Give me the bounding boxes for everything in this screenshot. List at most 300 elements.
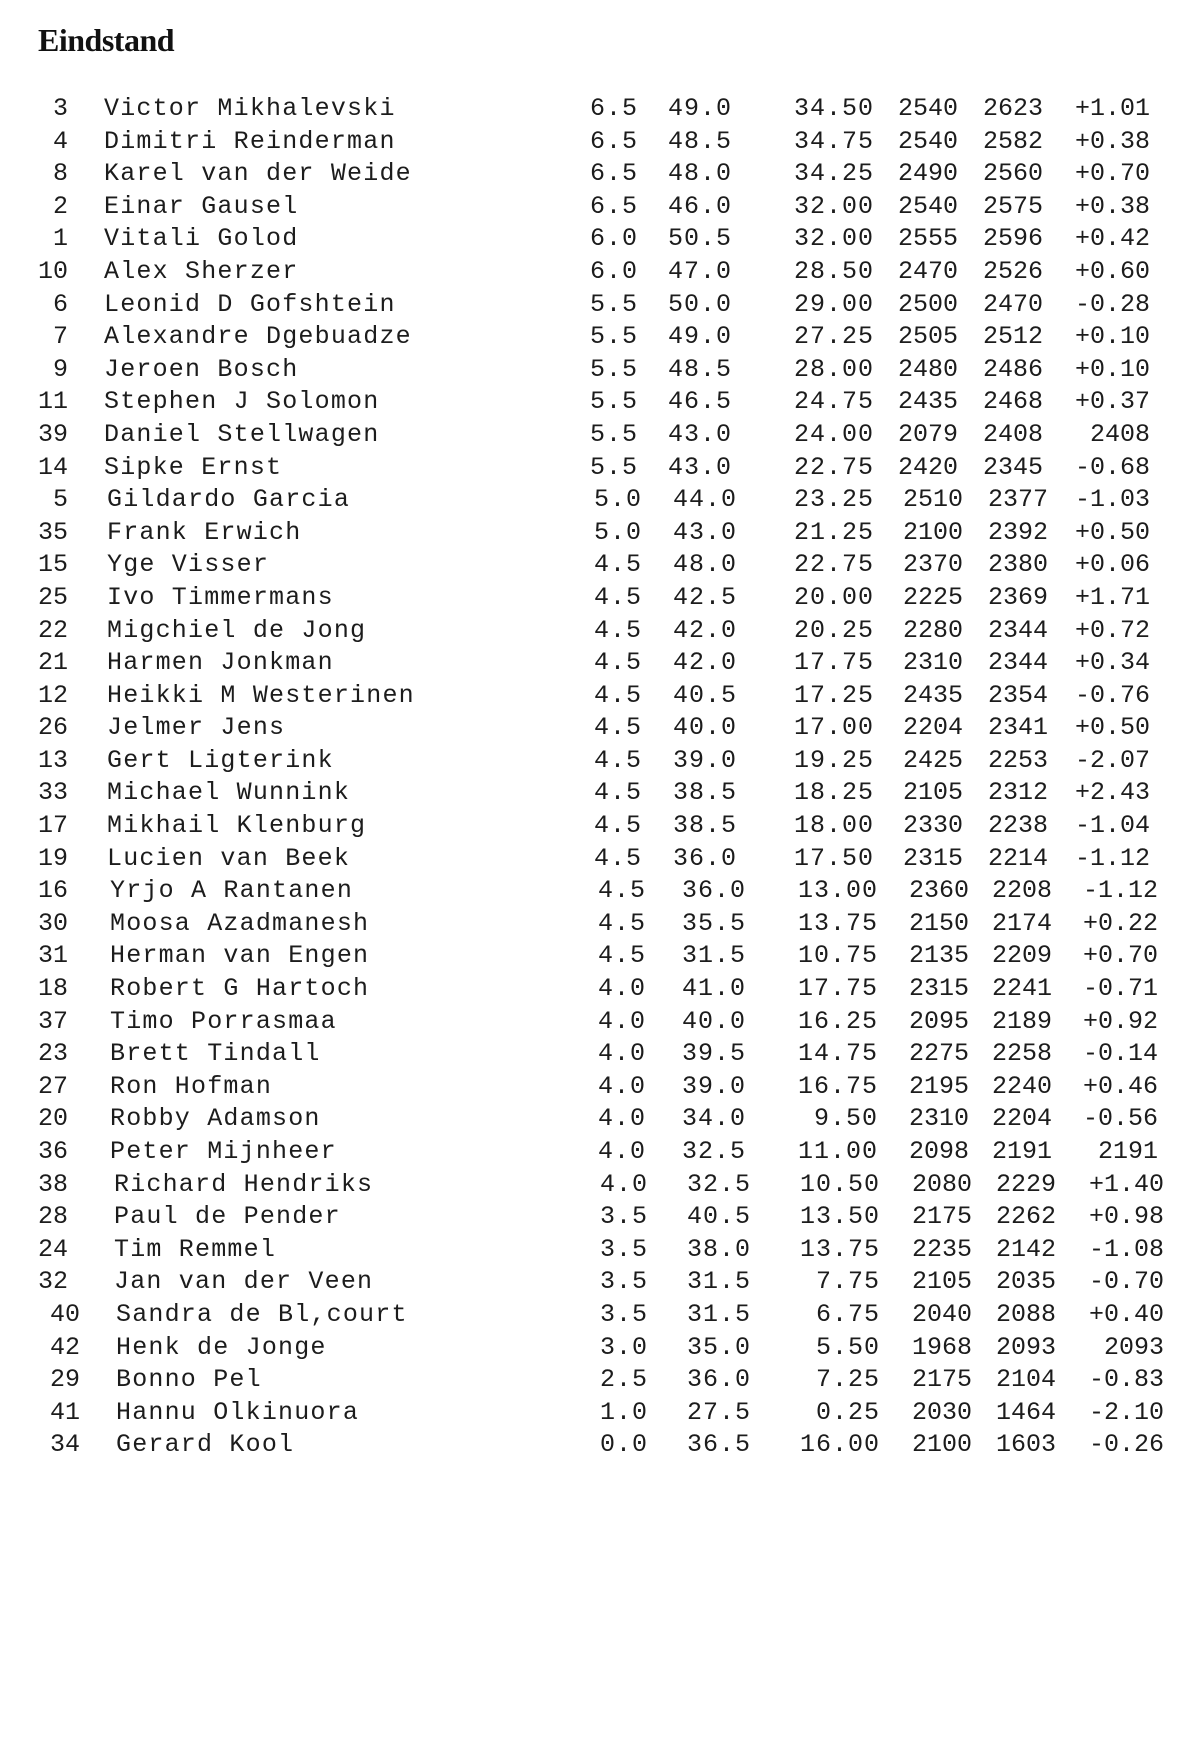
score: 3.5	[600, 1267, 649, 1297]
score: 4.0	[598, 1006, 647, 1036]
standings-row	[0, 1071, 1200, 1104]
rating-change: -1.12	[1082, 876, 1158, 906]
rating: 2150	[909, 908, 970, 938]
rating: 2275	[909, 1039, 970, 1069]
performance-rating: 2208	[992, 876, 1053, 906]
rating-change: -0.14	[1082, 1039, 1158, 1069]
rating-change: +1.40	[1088, 1169, 1164, 1199]
performance-rating: 2354	[988, 680, 1049, 710]
rating: 2204	[903, 713, 964, 743]
rating: 2080	[912, 1169, 973, 1199]
rating: 2105	[903, 778, 964, 808]
start-number: 28	[37, 1202, 68, 1232]
standings-row	[0, 777, 1200, 810]
player-name: Tim Remmel	[114, 1234, 277, 1264]
sonneborn-berger: 34.25	[793, 159, 874, 189]
score: 3.5	[600, 1299, 649, 1329]
start-number: 39	[37, 419, 68, 449]
player-name: Migchiel de Jong	[107, 615, 367, 645]
player-name: Moosa Azadmanesh	[110, 908, 370, 938]
standings-row	[0, 1332, 1200, 1365]
standings-row	[0, 1299, 1200, 1332]
score: 4.5	[594, 778, 643, 808]
start-number: 40	[49, 1299, 80, 1329]
buchholz: 38.5	[673, 811, 738, 841]
standings-row	[0, 1266, 1200, 1299]
player-name: Vitali Golod	[104, 224, 299, 254]
start-number: 15	[37, 550, 68, 580]
sonneborn-berger: 10.50	[799, 1169, 880, 1199]
standings-row	[0, 549, 1200, 582]
player-name: Leonid D Gofshtein	[104, 289, 396, 319]
standings-row	[0, 386, 1200, 419]
rating-change: -2.10	[1088, 1397, 1164, 1427]
standings-row	[0, 1397, 1200, 1430]
score: 6.5	[590, 159, 639, 189]
performance-rating: 1464	[996, 1397, 1057, 1427]
performance-rating: 2623	[983, 94, 1044, 123]
player-name: Herman van Engen	[110, 941, 370, 971]
performance-rating: 2229	[996, 1169, 1057, 1199]
standings-row	[0, 745, 1200, 778]
score: 4.5	[594, 843, 643, 873]
start-number: 31	[37, 941, 68, 971]
rating-change: +0.40	[1088, 1299, 1164, 1329]
sonneborn-berger: 17.75	[793, 648, 874, 678]
rating: 2540	[898, 94, 959, 123]
start-number: 24	[37, 1234, 68, 1264]
sonneborn-berger: 13.00	[797, 876, 878, 906]
buchholz: 49.0	[668, 322, 733, 352]
performance-rating: 2191	[992, 1137, 1053, 1166]
standings-row	[0, 517, 1200, 550]
player-name: Lucien van Beek	[107, 843, 351, 873]
performance-rating: 2408	[983, 419, 1044, 449]
start-number: 21	[37, 648, 68, 678]
player-name: Paul de Pender	[114, 1202, 341, 1232]
player-name: Peter Mijnheer	[110, 1137, 337, 1166]
performance-rating: 2341	[988, 713, 1049, 743]
sonneborn-berger: 13.50	[799, 1202, 880, 1232]
rating-change: +0.38	[1074, 126, 1150, 156]
standings-row	[0, 158, 1200, 191]
rating-change: -0.70	[1088, 1267, 1164, 1297]
buchholz: 36.0	[682, 876, 747, 906]
performance-rating: 2344	[988, 615, 1049, 645]
rating-change: +0.10	[1074, 354, 1150, 384]
performance-rating: 2344	[988, 648, 1049, 678]
performance-rating: 2189	[992, 1006, 1053, 1036]
buchholz: 48.0	[673, 550, 738, 580]
start-number: 8	[52, 159, 68, 189]
rating-change: -0.28	[1074, 289, 1150, 319]
rating-change: +0.98	[1088, 1202, 1164, 1232]
score: 5.5	[590, 419, 639, 449]
score: 6.5	[590, 126, 639, 156]
buchholz: 46.0	[668, 191, 733, 221]
start-number: 7	[52, 322, 68, 352]
standings-row	[0, 1169, 1200, 1202]
score: 4.5	[594, 745, 643, 775]
player-name: Alex Sherzer	[104, 256, 299, 286]
rating: 2540	[898, 126, 959, 156]
standings-row	[0, 843, 1200, 876]
sonneborn-berger: 7.25	[815, 1365, 880, 1395]
buchholz: 44.0	[673, 485, 738, 515]
sonneborn-berger: 17.50	[793, 843, 874, 873]
start-number: 6	[52, 289, 68, 319]
sonneborn-berger: 16.00	[799, 1430, 880, 1460]
sonneborn-berger: 28.00	[793, 354, 874, 384]
performance-rating: 2345	[983, 452, 1044, 482]
rating-change: -0.26	[1088, 1430, 1164, 1460]
sonneborn-berger: 0.25	[815, 1397, 880, 1427]
rating-change: -0.71	[1082, 974, 1158, 1004]
buchholz: 31.5	[687, 1299, 752, 1329]
player-name: Karel van der Weide	[104, 159, 412, 189]
rating-change: +0.72	[1074, 615, 1150, 645]
rating-change: +0.10	[1074, 322, 1150, 352]
score: 0.0	[600, 1430, 649, 1460]
start-number: 25	[37, 582, 68, 612]
rating: 2175	[912, 1365, 973, 1395]
start-number: 10	[37, 256, 68, 286]
score: 4.5	[594, 615, 643, 645]
player-name: Ron Hofman	[110, 1071, 273, 1101]
sonneborn-berger: 20.00	[793, 582, 874, 612]
rating: 2505	[898, 322, 959, 352]
start-number: 11	[37, 387, 68, 417]
player-name: Alexandre Dgebuadze	[104, 322, 412, 352]
player-name: Frank Erwich	[107, 517, 302, 547]
sonneborn-berger: 28.50	[793, 256, 874, 286]
start-number: 20	[37, 1104, 68, 1134]
rating-change: 2093	[1103, 1332, 1164, 1362]
score: 1.0	[600, 1397, 649, 1427]
rating: 2095	[909, 1006, 970, 1036]
buchholz: 46.5	[668, 387, 733, 417]
player-name: Hannu Olkinuora	[116, 1397, 360, 1427]
buchholz: 43.0	[668, 419, 733, 449]
player-name: Gildardo Garcia	[107, 485, 351, 515]
rating: 2555	[898, 224, 959, 254]
buchholz: 47.0	[668, 256, 733, 286]
rating: 2225	[903, 582, 964, 612]
rating-change: -0.56	[1082, 1104, 1158, 1134]
buchholz: 32.5	[687, 1169, 752, 1199]
rating: 2310	[903, 648, 964, 678]
score: 5.5	[590, 322, 639, 352]
performance-rating: 2093	[996, 1332, 1057, 1362]
standings-row	[0, 354, 1200, 387]
buchholz: 42.0	[673, 648, 738, 678]
standings-row	[0, 647, 1200, 680]
performance-rating: 2377	[988, 485, 1049, 515]
performance-rating: 2470	[983, 289, 1044, 319]
buchholz: 38.0	[687, 1234, 752, 1264]
rating-change: +0.70	[1082, 941, 1158, 971]
score: 3.5	[600, 1202, 649, 1232]
sonneborn-berger: 21.25	[793, 517, 874, 547]
player-name: Timo Porrasmaa	[110, 1006, 337, 1036]
buchholz: 40.5	[673, 680, 738, 710]
rating: 2079	[898, 419, 959, 449]
rating-change: -1.04	[1074, 811, 1150, 841]
start-number: 37	[37, 1006, 68, 1036]
performance-rating: 2312	[988, 778, 1049, 808]
standings-table	[0, 93, 1200, 1462]
sonneborn-berger: 19.25	[793, 745, 874, 775]
rating: 2100	[903, 517, 964, 547]
rating-change: +0.42	[1074, 224, 1150, 254]
start-number: 38	[37, 1169, 68, 1199]
performance-rating: 2380	[988, 550, 1049, 580]
document-title: Eindstand	[38, 22, 175, 58]
player-name: Heikki M Westerinen	[107, 680, 415, 710]
standings-row	[0, 256, 1200, 289]
score: 4.0	[598, 1039, 647, 1069]
rating-change: 2408	[1089, 419, 1150, 449]
score: 6.5	[590, 191, 639, 221]
score: 4.0	[598, 1071, 647, 1101]
player-name: Daniel Stellwagen	[104, 419, 380, 449]
sonneborn-berger: 5.50	[815, 1332, 880, 1362]
sonneborn-berger: 34.75	[793, 126, 874, 156]
rating: 2100	[912, 1430, 973, 1460]
rating-change: -0.83	[1088, 1365, 1164, 1395]
standings-row	[0, 615, 1200, 648]
player-name: Gerard Kool	[116, 1430, 295, 1460]
rating: 2105	[912, 1267, 973, 1297]
rating-change: -1.12	[1074, 843, 1150, 873]
buchholz: 48.0	[668, 159, 733, 189]
score: 6.0	[590, 256, 639, 286]
score: 5.5	[590, 387, 639, 417]
rating-change: +0.46	[1082, 1071, 1158, 1101]
buchholz: 42.5	[673, 582, 738, 612]
score: 4.0	[598, 974, 647, 1004]
player-name: Sipke Ernst	[104, 452, 283, 482]
buchholz: 34.0	[682, 1104, 747, 1134]
score: 4.5	[598, 941, 647, 971]
player-name: Ivo Timmermans	[107, 582, 334, 612]
sonneborn-berger: 18.00	[793, 811, 874, 841]
performance-rating: 2088	[996, 1299, 1057, 1329]
sonneborn-berger: 6.75	[815, 1299, 880, 1329]
standings-row	[0, 191, 1200, 224]
rating-change: +0.22	[1082, 908, 1158, 938]
rating-change: +0.50	[1074, 517, 1150, 547]
sonneborn-berger: 34.50	[793, 94, 874, 123]
rating: 2098	[909, 1137, 970, 1166]
sonneborn-berger: 20.25	[793, 615, 874, 645]
player-name: Michael Wunnink	[107, 778, 351, 808]
rating: 2280	[903, 615, 964, 645]
standings-row	[0, 1136, 1200, 1169]
buchholz: 27.5	[687, 1397, 752, 1427]
score: 2.5	[600, 1365, 649, 1395]
buchholz: 36.5	[687, 1430, 752, 1460]
start-number: 36	[37, 1137, 68, 1166]
standings-row	[0, 1234, 1200, 1267]
standings-row	[0, 321, 1200, 354]
standings-row	[0, 223, 1200, 256]
sonneborn-berger: 22.75	[793, 550, 874, 580]
sonneborn-berger: 27.25	[793, 322, 874, 352]
player-name: Richard Hendriks	[114, 1169, 374, 1199]
start-number: 33	[37, 778, 68, 808]
start-number: 5	[52, 485, 68, 515]
performance-rating: 2582	[983, 126, 1044, 156]
performance-rating: 2174	[992, 908, 1053, 938]
buchholz: 40.0	[673, 713, 738, 743]
rating-change: +0.60	[1074, 256, 1150, 286]
rating: 2030	[912, 1397, 973, 1427]
rating: 2510	[903, 485, 964, 515]
rating: 2435	[903, 680, 964, 710]
performance-rating: 2468	[983, 387, 1044, 417]
sonneborn-berger: 10.75	[797, 941, 878, 971]
player-name: Mikhail Klenburg	[107, 811, 367, 841]
standings-row	[0, 452, 1200, 485]
player-name: Stephen J Solomon	[104, 387, 380, 417]
performance-rating: 2240	[992, 1071, 1053, 1101]
rating-change: +1.01	[1074, 94, 1150, 123]
start-number: 1	[52, 224, 68, 254]
score: 3.5	[600, 1234, 649, 1264]
performance-rating: 2253	[988, 745, 1049, 775]
player-name: Yge Visser	[107, 550, 270, 580]
player-name: Gert Ligterink	[107, 745, 334, 775]
buchholz: 32.5	[682, 1137, 747, 1166]
buchholz: 43.0	[673, 517, 738, 547]
start-number: 19	[37, 843, 68, 873]
standings-row	[0, 1038, 1200, 1071]
performance-rating: 2258	[992, 1039, 1053, 1069]
player-name: Victor Mikhalevski	[104, 94, 396, 123]
score: 4.5	[594, 550, 643, 580]
rating-change: -0.76	[1074, 680, 1150, 710]
performance-rating: 2369	[988, 582, 1049, 612]
rating-change: -1.08	[1088, 1234, 1164, 1264]
performance-rating: 2526	[983, 256, 1044, 286]
start-number: 17	[37, 811, 68, 841]
player-name: Robert G Hartoch	[110, 974, 370, 1004]
standings-row	[0, 1006, 1200, 1039]
buchholz: 43.0	[668, 452, 733, 482]
performance-rating: 2209	[992, 941, 1053, 971]
start-number: 13	[37, 745, 68, 775]
performance-rating: 2204	[992, 1104, 1053, 1134]
sonneborn-berger: 17.00	[793, 713, 874, 743]
buchholz: 39.5	[682, 1039, 747, 1069]
standings-row	[0, 940, 1200, 973]
buchholz: 35.0	[687, 1332, 752, 1362]
rating-change: +0.06	[1074, 550, 1150, 580]
rating: 2310	[909, 1104, 970, 1134]
sonneborn-berger: 32.00	[793, 191, 874, 221]
buchholz: 42.0	[673, 615, 738, 645]
rating: 2235	[912, 1234, 973, 1264]
standings-row	[0, 1364, 1200, 1397]
rating-change: +2.43	[1074, 778, 1150, 808]
performance-rating: 2596	[983, 224, 1044, 254]
sonneborn-berger: 13.75	[797, 908, 878, 938]
rating: 2330	[903, 811, 964, 841]
standings-row	[0, 1103, 1200, 1136]
start-number: 3	[52, 94, 68, 123]
rating-change: 2191	[1097, 1137, 1158, 1166]
rating: 2470	[898, 256, 959, 286]
score: 6.5	[590, 94, 639, 123]
buchholz: 40.0	[682, 1006, 747, 1036]
player-name: Sandra de Bl,court	[116, 1299, 408, 1329]
standings-row	[0, 419, 1200, 452]
score: 5.5	[590, 289, 639, 319]
score: 5.0	[594, 517, 643, 547]
buchholz: 49.0	[668, 94, 733, 123]
rating-change: -2.07	[1074, 745, 1150, 775]
start-number: 35	[37, 517, 68, 547]
performance-rating: 2560	[983, 159, 1044, 189]
start-number: 12	[37, 680, 68, 710]
standings-row	[0, 712, 1200, 745]
start-number: 16	[37, 876, 68, 906]
standings-row	[0, 680, 1200, 713]
standings-row	[0, 1201, 1200, 1234]
player-name: Dimitri Reinderman	[104, 126, 396, 156]
buchholz: 50.0	[668, 289, 733, 319]
performance-rating: 2142	[996, 1234, 1057, 1264]
player-name: Henk de Jonge	[116, 1332, 327, 1362]
rating-change: +0.70	[1074, 159, 1150, 189]
performance-rating: 2392	[988, 517, 1049, 547]
buchholz: 36.0	[673, 843, 738, 873]
buchholz: 48.5	[668, 126, 733, 156]
rating: 2420	[898, 452, 959, 482]
start-number: 26	[37, 713, 68, 743]
performance-rating: 2241	[992, 974, 1053, 1004]
performance-rating: 2512	[983, 322, 1044, 352]
performance-rating: 2104	[996, 1365, 1057, 1395]
sonneborn-berger: 9.50	[813, 1104, 878, 1134]
player-name: Yrjo A Rantanen	[110, 876, 354, 906]
buchholz: 41.0	[682, 974, 747, 1004]
performance-rating: 1603	[996, 1430, 1057, 1460]
sonneborn-berger: 29.00	[793, 289, 874, 319]
rating-change: +0.34	[1074, 648, 1150, 678]
performance-rating: 2214	[988, 843, 1049, 873]
player-name: Einar Gausel	[104, 191, 299, 221]
start-number: 4	[52, 126, 68, 156]
sonneborn-berger: 14.75	[797, 1039, 878, 1069]
standings-row	[0, 289, 1200, 322]
standings-row	[0, 1429, 1200, 1462]
rating: 2500	[898, 289, 959, 319]
standings-row	[0, 93, 1200, 126]
standings-row	[0, 875, 1200, 908]
rating: 2540	[898, 191, 959, 221]
start-number: 41	[49, 1397, 80, 1427]
rating: 2040	[912, 1299, 973, 1329]
buchholz: 40.5	[687, 1202, 752, 1232]
start-number: 2	[52, 191, 68, 221]
rating-change: +0.50	[1074, 713, 1150, 743]
score: 5.5	[590, 354, 639, 384]
rating-change: +1.71	[1074, 582, 1150, 612]
rating: 2425	[903, 745, 964, 775]
score: 4.0	[600, 1169, 649, 1199]
